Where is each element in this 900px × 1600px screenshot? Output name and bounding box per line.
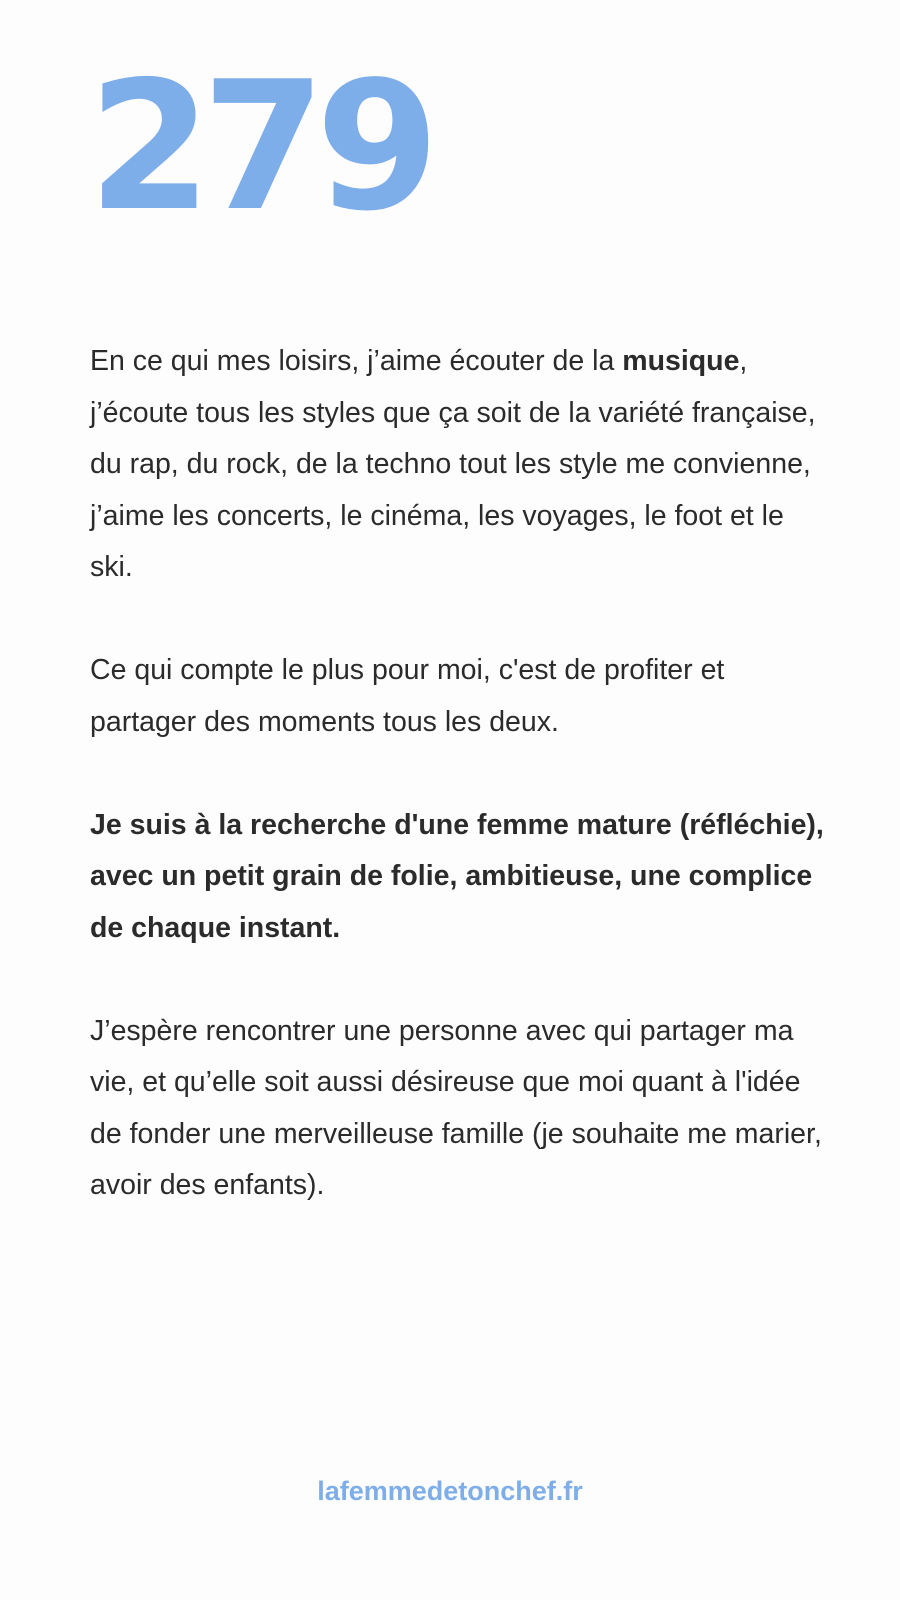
hobbies-paragraph [90,336,830,594]
hopes-paragraph: J’espère rencontrer une personne avec qui partager ma vie, et qu’elle soit aussi désireuse que moi quant à l'idée de fonder une merveilleuse famille (je souhaite me marier, avoir des enfants). [90,1014,822,1201]
search-paragraph: Je suis à la recherche d'une femme mature (réfléchie), avec un petit grain de folie, ambitieuse, une complice de chaque instant. [90,808,824,944]
profile-number: 279 [88,43,430,250]
footer-site-link[interactable]: lafemmedetonchef.fr [317,1476,583,1506]
hobbies-highlight: musique [622,345,740,377]
hobbies-text-end: , j’écoute tous les styles que ça soit de la variété française, du rap, du rock, de la techno tout les style me convienne, j’aime les concerts, le cinéma, les voyages, le foot et le ski. [90,345,816,583]
hobbies-text-start: En ce qui mes loisirs, j’aime écouter de la [90,345,623,377]
profile-description [90,336,830,1263]
priorities-paragraph: Ce qui compte le plus pour moi, c'est de profiter et partager des moments tous les deux. [90,654,725,738]
